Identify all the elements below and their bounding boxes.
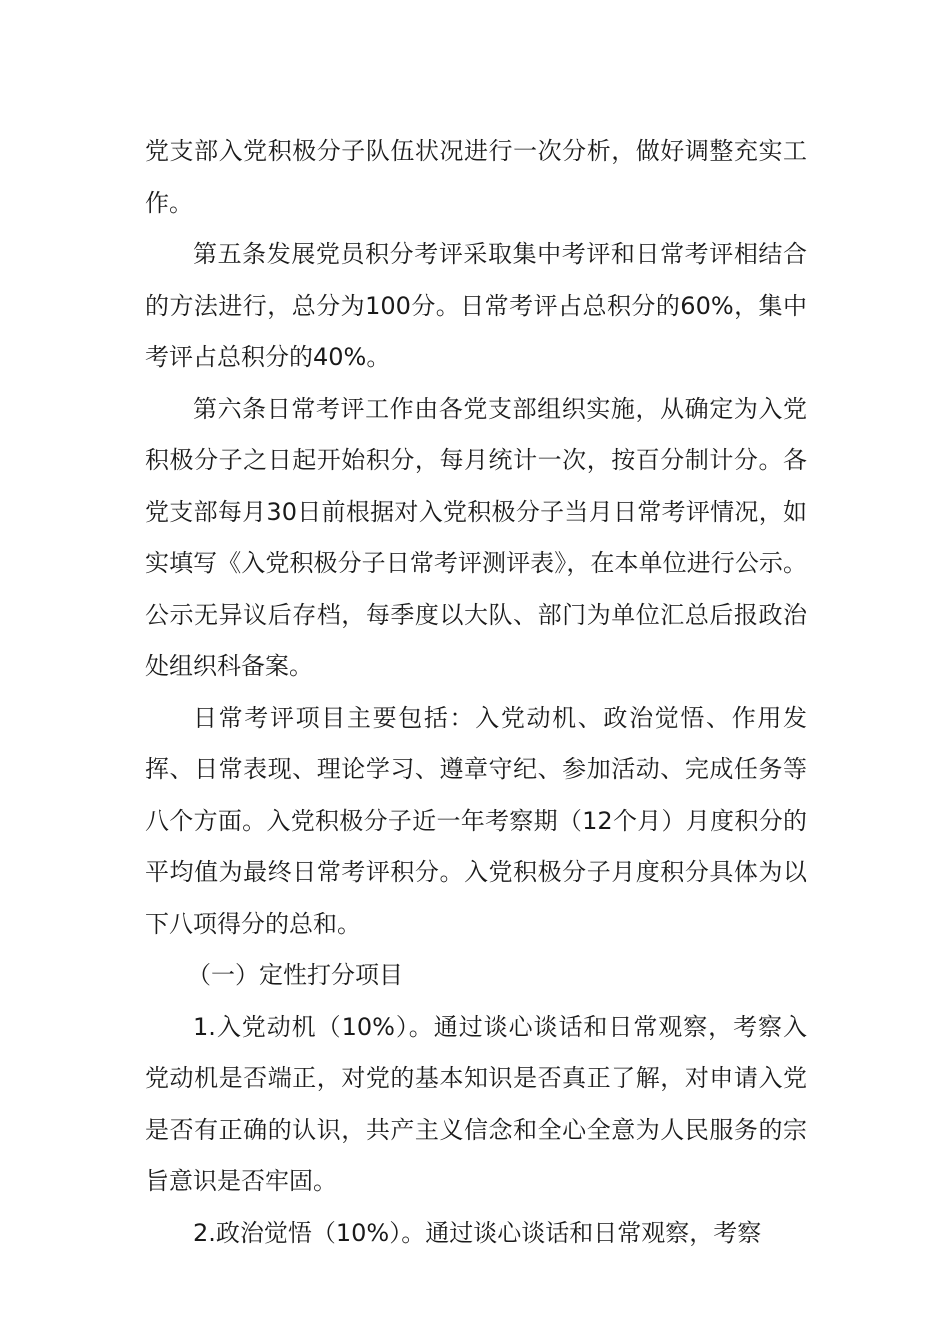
document-body [145,126,807,1259]
paragraph-evaluation-items: 日常考评项目主要包括：入党动机、政治觉悟、作用发挥、日常表现、理论学习、遵章守纪、参加活动、完成任务等八个方面。入党积极分子近一年考察期（12个月）月度积分的平均值为最终日常考评积分。入党积极分子月度积分具体为以下八项得分的总和。 [145,703,807,938]
paragraph-1: 党支部入党积极分子队伍状况进行一次分析，做好调整充实工作。 [145,137,807,217]
section-heading-qualitative: （一）定性打分项目 [187,961,403,989]
paragraph-article-5: 第五条发展党员积分考评采取集中考评和日常考评相结合的方法进行，总分为100分。日常考评占总积分的60%，集中考评占总积分的40%。 [145,240,807,371]
paragraph-article-6: 第六条日常考评工作由各党支部组织实施，从确定为入党积极分子之日起开始积分，每月统计一次，按百分制计分。各党支部每月30日前根据对入党积极分子当月日常考评情况，如实填写《入党积极分子日常考评测评表》，在本单位进行公示。公示无异议后存档，每季度以大队、部门为单位汇总后报政治处组织科备案。 [145,394,807,680]
paragraph-item-1: 1.入党动机（10%）。通过谈心谈话和日常观察，考察入党动机是否端正，对党的基本知识是否真正了解，对申请入党是否有正确的认识，共产主义信念和全心全意为人民服务的宗旨意识是否牢固。 [145,1012,807,1195]
paragraph-item-2: 2.政治觉悟（10%）。通过谈心谈话和日常观察，考察 [193,1218,762,1247]
